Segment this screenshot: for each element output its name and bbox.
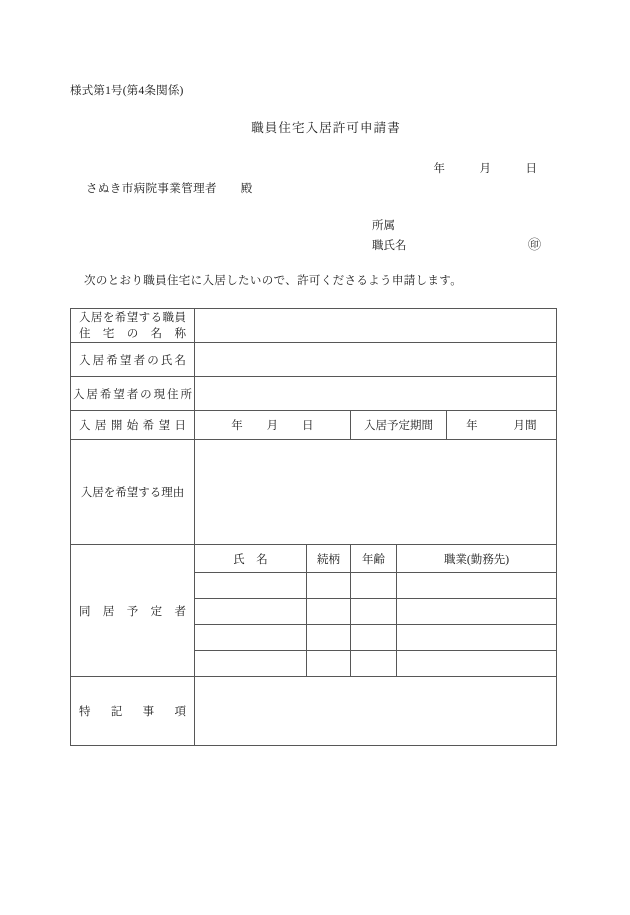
applicant-name-label [71, 343, 195, 377]
cohabitant-age-cell[interactable] [351, 651, 397, 677]
residence-name-field[interactable] [195, 309, 557, 343]
remarks-label-text: 特記事項 [79, 706, 186, 718]
cohabitant-occupation-cell[interactable] [397, 651, 557, 677]
table-row [71, 411, 557, 440]
applicant-name-label-text: 入居希望者の氏名 [79, 354, 186, 367]
cohabitant-relation-cell[interactable] [307, 573, 351, 599]
column-header-relation: 続柄 [307, 545, 351, 573]
table-row [71, 545, 557, 573]
column-header-name: 氏 名 [195, 545, 307, 573]
applicant-name-field[interactable] [195, 343, 557, 377]
cohabitant-occupation-cell[interactable] [397, 599, 557, 625]
remarks-field[interactable] [195, 677, 557, 746]
start-date-field[interactable] [195, 411, 351, 440]
current-address-field[interactable] [195, 377, 557, 411]
reason-label [71, 440, 195, 545]
current-address-label [71, 377, 195, 411]
application-table [70, 308, 557, 746]
table-row [71, 377, 557, 411]
period-label-text: 入居予定期間 [364, 420, 433, 432]
seal-icon: ㊞ [528, 237, 542, 252]
cohabitant-name-cell[interactable] [195, 651, 307, 677]
residence-name-label-line2: 住宅の名称 [79, 327, 186, 340]
form-number: 様式第1号(第4条関係) [70, 85, 184, 97]
table-row [71, 309, 557, 343]
column-header-occupation: 職業(勤務先) [397, 545, 557, 573]
residence-name-label-line1: 入居を希望する職員 [79, 311, 186, 324]
affiliation-label: 所属 [372, 220, 395, 232]
cohabitant-age-cell[interactable] [351, 599, 397, 625]
cohabitant-relation-cell[interactable] [307, 651, 351, 677]
start-date-label [71, 411, 195, 440]
applicant-block [372, 216, 542, 256]
cohabitant-relation-cell[interactable] [307, 599, 351, 625]
cohabitant-age-cell[interactable] [351, 625, 397, 651]
job-and-name-label: 職氏名 [372, 240, 407, 252]
period-marks: 年 月間 [466, 420, 537, 432]
period-field[interactable] [447, 411, 557, 440]
period-label [351, 411, 447, 440]
remarks-label [71, 677, 195, 746]
current-address-label-text: 入居希望者の現住所 [73, 388, 192, 401]
cohabitants-label [71, 545, 195, 677]
cohabitants-label-text: 同居予定者 [79, 605, 186, 618]
cohabitant-occupation-cell[interactable] [397, 573, 557, 599]
table-row [71, 343, 557, 377]
cohabitant-age-cell[interactable] [351, 573, 397, 599]
lead-sentence: 次のとおり職員住宅に入居したいので、許可くださるよう申請します。 [84, 275, 463, 287]
residence-name-label [71, 309, 195, 343]
cohabitant-occupation-cell[interactable] [397, 625, 557, 651]
name-row [372, 236, 542, 256]
document-title: 職員住宅入居許可申請書 [251, 121, 401, 135]
addressee: さぬき市病院事業管理者 殿 [86, 183, 253, 195]
start-date-label-text: 入居開始希望日 [79, 420, 186, 432]
start-date-marks: 年 月 日 [231, 420, 314, 432]
column-header-age: 年齢 [351, 545, 397, 573]
affiliation-row [372, 216, 407, 236]
reason-field[interactable] [195, 440, 557, 545]
table-row [71, 440, 557, 545]
cohabitant-name-cell[interactable] [195, 573, 307, 599]
cohabitant-relation-cell[interactable] [307, 625, 351, 651]
table-row [71, 677, 557, 746]
cohabitant-name-cell[interactable] [195, 625, 307, 651]
date-line: 年 月 日 [433, 163, 537, 175]
reason-label-text: 入居を希望する理由 [80, 487, 185, 499]
cohabitant-name-cell[interactable] [195, 599, 307, 625]
